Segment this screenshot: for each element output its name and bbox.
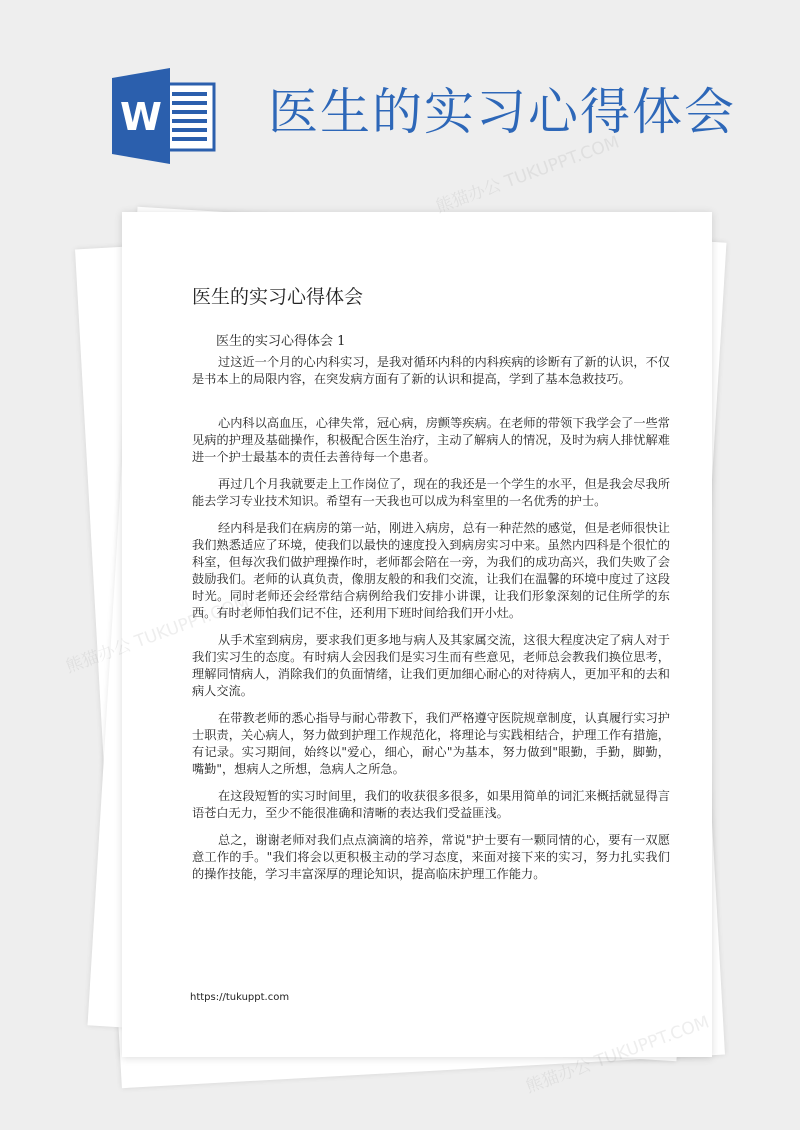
word-document-icon	[112, 66, 217, 166]
document-body	[192, 354, 670, 893]
document-subtitle: 医生的实习心得体会 1	[216, 334, 346, 349]
paragraph: 心内科以高血压，心律失常，冠心病，房颤等疾病。在老师的带领下我学会了一些常见病的护理及基础操作，积极配合医生治疗，主动了解病人的情况，及时为病人排忧解难进一个护士最基本的责任去善待每一个患者。	[192, 416, 670, 464]
footer-url[interactable]: https://tukuppt.com	[190, 992, 290, 1003]
page-header	[0, 0, 800, 200]
paragraph: 在这段短暂的实习时间里，我们的收获很多很多，如果用简单的词汇来概括就显得言语苍白无力，至少不能很准确和清晰的表达我们受益匪浅。	[192, 789, 670, 820]
header-title: 医生的实习心得体会	[268, 83, 736, 141]
watermark-text: 熊猫办公 TUKUPPT.COM	[433, 132, 623, 218]
paragraph: 总之，谢谢老师对我们点点滴滴的培养，常说"护士要有一颗同情的心，要有一双愿意工作的手。"我们将会以更积极主动的学习态度，来面对接下来的实习，努力扎实我们的操作技能，学习丰富深厚的理论知识，提高临床护理工作能力。	[192, 833, 670, 881]
paragraph: 经内科是我们在病房的第一站，刚进入病房，总有一种茫然的感觉，但是老师很快让我们熟悉适应了环境，使我们以最快的速度投入到病房实习中来。虽然内四科是个很忙的科室，但每次我们做护理操作时，老师都会陪在一旁，为我们的成功高兴，我们失败了会鼓励我们。老师的认真负责，像朋友般的和我们交流，让我们在温馨的环境中度过了这段时光。同时老师还会经常结合病例给我们安排小讲课，让我们形象深刻的记住所学的东西。有时老师怕我们记不住，还利用下班时间给我们开小灶。	[192, 521, 670, 620]
document-title: 医生的实习心得体会	[192, 286, 364, 308]
paragraph: 再过几个月我就要走上工作岗位了，现在的我还是一个学生的水平，但是我会尽我所能去学习专业技术知识。希望有一天我也可以成为科室里的一名优秀的护士。	[192, 477, 670, 508]
paragraph: 在带教老师的悉心指导与耐心带教下，我们严格遵守医院规章制度，认真履行实习护士职责，关心病人，努力做到护理工作规范化，将理论与实践相结合，护理工作有措施，有记录。实习期间，始终以"爱心，细心，耐心"为基本，努力做到"眼勤，手勤，脚勤，嘴勤"，想病人之所想，急病人之所急。	[192, 711, 670, 776]
paragraph: 过这近一个月的心内科实习，是我对循环内科的内科疾病的诊断有了新的认识，不仅是书本上的局限内容，在突发病方面有了新的认识和提高，学到了基本急救技巧。	[192, 355, 670, 386]
document-page	[122, 212, 712, 1057]
paragraph: 从手术室到病房，要求我们更多地与病人及其家属交流，这很大程度决定了病人对于我们实习生的态度。有时病人会因我们是实习生而有些意见，老师总会教我们换位思考，理解同情病人，消除我们的负面情绪，让我们更加细心耐心的对待病人，更加平和的去和病人交流。	[192, 633, 670, 698]
logo-letter: W	[120, 95, 162, 139]
